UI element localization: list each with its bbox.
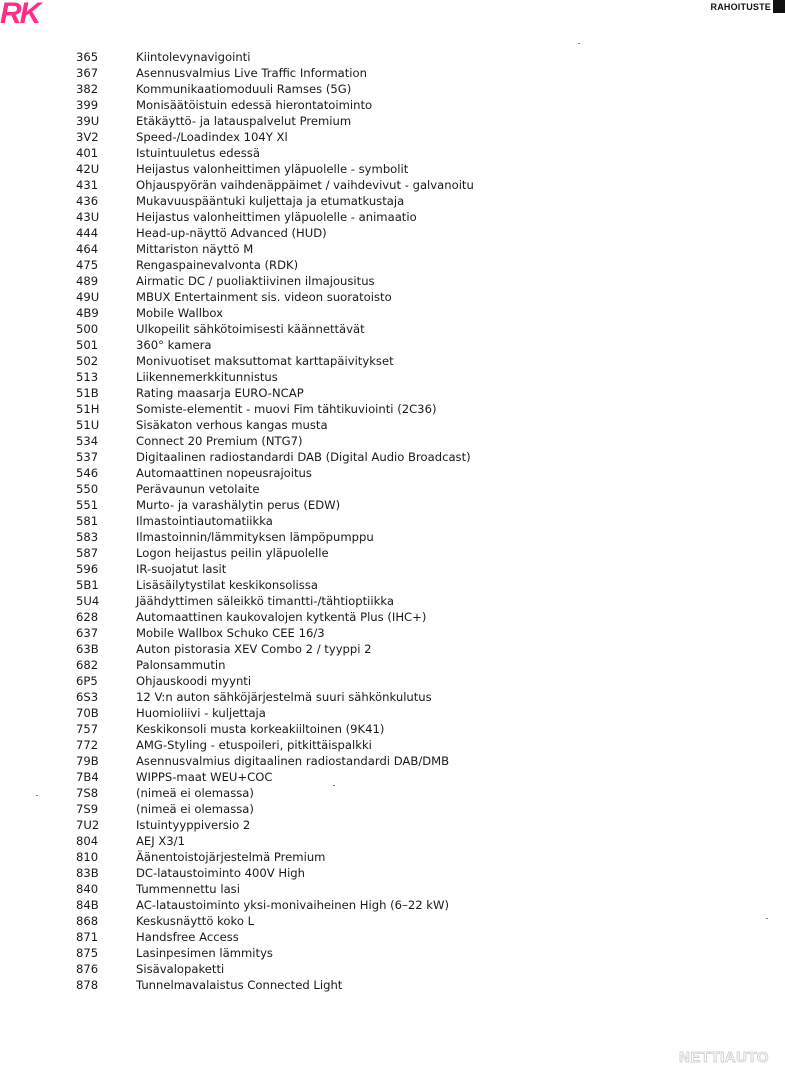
option-code: 840 [76, 882, 99, 896]
option-description: Connect 20 Premium (NTG7) [136, 434, 303, 448]
equipment-row [76, 593, 766, 609]
equipment-row [76, 721, 766, 737]
option-code: 596 [76, 562, 99, 576]
option-code: 501 [76, 338, 99, 352]
equipment-row [76, 865, 766, 881]
option-description: Monivuotiset maksuttomat karttapäivitykset [136, 354, 394, 368]
option-code: 513 [76, 370, 99, 384]
equipment-row [76, 545, 766, 561]
option-code: 436 [76, 194, 99, 208]
option-code: 502 [76, 354, 99, 368]
option-code: 628 [76, 610, 99, 624]
option-description: Handsfree Access [136, 930, 239, 944]
equipment-row [76, 289, 766, 305]
option-description: Istuintuuletus edessä [136, 146, 260, 160]
option-code: 537 [76, 450, 99, 464]
equipment-row [76, 257, 766, 273]
option-description: 12 V:n auton sähköjärjestelmä suuri sähkönkulutus [136, 690, 432, 704]
equipment-row [76, 465, 766, 481]
equipment-row [76, 209, 766, 225]
equipment-row [76, 769, 766, 785]
option-code: 637 [76, 626, 99, 640]
option-code: 682 [76, 658, 99, 672]
equipment-row [76, 961, 766, 977]
scan-speck [578, 43, 580, 44]
option-description: Ilmastointiautomatiikka [136, 514, 273, 528]
equipment-row [76, 337, 766, 353]
equipment-row [76, 849, 766, 865]
equipment-row [76, 113, 766, 129]
option-description: AC-lataustoiminto yksi-monivaiheinen High (6–22 kW) [136, 898, 449, 912]
option-code: 401 [76, 146, 99, 160]
option-code: 464 [76, 242, 99, 256]
option-description: Mobile Wallbox Schuko CEE 16/3 [136, 626, 325, 640]
option-code: 51H [76, 402, 100, 416]
option-description: Digitaalinen radiostandardi DAB (Digital Audio Broadcast) [136, 450, 471, 464]
option-code: 63B [76, 642, 99, 656]
option-code: 51U [76, 418, 100, 432]
scan-speck [766, 918, 768, 919]
option-description: Head-up-näyttö Advanced (HUD) [136, 226, 327, 240]
option-description: Jäähdyttimen säleikkö timantti-/tähtioptiikka [136, 594, 394, 608]
equipment-row [76, 897, 766, 913]
equipment-row [76, 81, 766, 97]
option-code: 550 [76, 482, 99, 496]
option-description: Sisäkaton verhous kangas musta [136, 418, 328, 432]
option-code: 399 [76, 98, 99, 112]
equipment-code-list [76, 49, 766, 993]
option-description: Keskusnäyttö koko L [136, 914, 255, 928]
option-description: Ulkopeilit sähkötoimisesti käännettävät [136, 322, 365, 336]
option-description: Monisäätöistuin edessä hierontatoiminto [136, 98, 373, 112]
option-description: Heijastus valonheittimen yläpuolelle - symbolit [136, 162, 409, 176]
equipment-row [76, 145, 766, 161]
option-description: Kiintolevynavigointi [136, 50, 251, 64]
equipment-row [76, 945, 766, 961]
option-code: 5B1 [76, 578, 99, 592]
option-description: Liikennemerkkitunnistus [136, 370, 278, 384]
option-description: Lisäsäilytystilat keskikonsolissa [136, 578, 318, 592]
option-description: Auton pistorasia XEV Combo 2 / tyyppi 2 [136, 642, 372, 656]
option-description: MBUX Entertainment sis. videon suoratoisto [136, 290, 392, 304]
option-code: 43U [76, 210, 100, 224]
equipment-row [76, 321, 766, 337]
option-code: 587 [76, 546, 99, 560]
option-code: 475 [76, 258, 99, 272]
option-description: Lasinpesimen lämmitys [136, 946, 273, 960]
option-description: Ilmastoinnin/lämmityksen lämpöpumppu [136, 530, 374, 544]
equipment-row [76, 689, 766, 705]
equipment-row [76, 401, 766, 417]
option-description: Asennusvalmius Live Traffic Information [136, 66, 367, 80]
equipment-row [76, 65, 766, 81]
equipment-row [76, 609, 766, 625]
equipment-row [76, 161, 766, 177]
option-description: WIPPS-maat WEU+COC [136, 770, 273, 784]
equipment-row [76, 801, 766, 817]
equipment-row [76, 49, 766, 65]
option-code: 79B [76, 754, 99, 768]
equipment-row [76, 753, 766, 769]
option-code: 534 [76, 434, 99, 448]
equipment-row [76, 353, 766, 369]
option-code: 39U [76, 114, 100, 128]
equipment-row [76, 481, 766, 497]
option-description: Sisävalopaketti [136, 962, 225, 976]
equipment-row [76, 737, 766, 753]
option-description: DC-lataustoiminto 400V High [136, 866, 306, 880]
equipment-row [76, 97, 766, 113]
option-description: Keskikonsoli musta korkeakiiltoinen (9K41) [136, 722, 385, 736]
option-description: Tummennettu lasi [136, 882, 240, 896]
option-code: 3V2 [76, 130, 99, 144]
option-description: Somiste-elementit - muovi Fim tähtikuviointi (2C36) [136, 402, 437, 416]
option-code: 7S8 [76, 786, 99, 800]
option-description: Huomioliivi - kuljettaja [136, 706, 266, 720]
option-description: Automaattinen nopeusrajoitus [136, 466, 312, 480]
rahoitus-tag: RAHOITUSTE [711, 2, 785, 12]
equipment-row [76, 193, 766, 209]
option-description: AEJ X3/1 [136, 834, 185, 848]
option-code: 84B [76, 898, 99, 912]
option-description: Heijastus valonheittimen yläpuolelle - animaatio [136, 210, 417, 224]
equipment-row [76, 641, 766, 657]
option-description: AMG-Styling - etuspoileri, pitkittäispalkki [136, 738, 372, 752]
equipment-row [76, 817, 766, 833]
option-description: Logon heijastus peilin yläpuolelle [136, 546, 329, 560]
option-code: 6P5 [76, 674, 98, 688]
option-code: 70B [76, 706, 99, 720]
option-description: Murto- ja varashälytin perus (EDW) [136, 498, 341, 512]
equipment-row [76, 513, 766, 529]
option-code: 382 [76, 82, 99, 96]
option-code: 365 [76, 50, 99, 64]
option-code: 871 [76, 930, 99, 944]
equipment-row [76, 929, 766, 945]
equipment-row [76, 369, 766, 385]
option-description: Rengaspainevalvonta (RDK) [136, 258, 299, 272]
equipment-row [76, 385, 766, 401]
option-code: 42U [76, 162, 100, 176]
equipment-row [76, 561, 766, 577]
equipment-row [76, 625, 766, 641]
equipment-row [76, 577, 766, 593]
option-code: 7B4 [76, 770, 99, 784]
option-code: 804 [76, 834, 99, 848]
option-description: Palonsammutin [136, 658, 226, 672]
option-description: Mukavuuspääntuki kuljettaja ja etumatkustaja [136, 194, 405, 208]
equipment-row [76, 977, 766, 993]
option-code: 6S3 [76, 690, 99, 704]
option-description: Äänentoistojärjestelmä Premium [136, 850, 326, 864]
equipment-row [76, 657, 766, 673]
option-code: 500 [76, 322, 99, 336]
equipment-row [76, 273, 766, 289]
equipment-row [76, 241, 766, 257]
option-description: Perävaunun vetolaite [136, 482, 260, 496]
equipment-row [76, 497, 766, 513]
equipment-row [76, 305, 766, 321]
equipment-row [76, 449, 766, 465]
option-description: Mittariston näyttö M [136, 242, 254, 256]
option-code: 489 [76, 274, 99, 288]
option-description: Airmatic DC / puoliaktiivinen ilmajousitus [136, 274, 375, 288]
equipment-row [76, 433, 766, 449]
option-code: 772 [76, 738, 99, 752]
option-code: 83B [76, 866, 99, 880]
option-code: 875 [76, 946, 99, 960]
option-code: 546 [76, 466, 99, 480]
equipment-row [76, 913, 766, 929]
equipment-row [76, 881, 766, 897]
equipment-row [76, 785, 766, 801]
option-code: 7S9 [76, 802, 99, 816]
option-description: Automaattinen kaukovalojen kytkentä Plus (IHC+) [136, 610, 427, 624]
option-description: Istuintyyppiversio 2 [136, 818, 251, 832]
option-description: Kommunikaatiomoduuli Ramses (5G) [136, 82, 352, 96]
option-description: 360° kamera [136, 338, 212, 352]
option-description: IR-suojatut lasit [136, 562, 227, 576]
option-description: Tunnelmavalaistus Connected Light [136, 978, 343, 992]
option-description: Ohjauspyörän vaihdenäppäimet / vaihdevivut - galvanoitu [136, 178, 474, 192]
option-description: Etäkäyttö- ja latauspalvelut Premium [136, 114, 352, 128]
option-code: 581 [76, 514, 99, 528]
option-code: 7U2 [76, 818, 100, 832]
option-description: (nimeä ei olemassa) [136, 786, 254, 800]
option-code: 868 [76, 914, 99, 928]
option-code: 757 [76, 722, 99, 736]
option-code: 810 [76, 850, 99, 864]
option-code: 4B9 [76, 306, 99, 320]
option-description: Speed-/Loadindex 104Y Xl [136, 130, 288, 144]
nettiauto-watermark: NETTIAUTO [678, 1049, 769, 1066]
option-description: (nimeä ei olemassa) [136, 802, 254, 816]
option-code: 431 [76, 178, 99, 192]
option-description: Mobile Wallbox [136, 306, 223, 320]
option-code: 367 [76, 66, 99, 80]
option-code: 551 [76, 498, 99, 512]
scan-speck [36, 795, 38, 796]
equipment-row [76, 529, 766, 545]
option-code: 49U [76, 290, 100, 304]
option-description: Ohjauskoodi myynti [136, 674, 252, 688]
option-description: Rating maasarja EURO-NCAP [136, 386, 304, 400]
equipment-row [76, 705, 766, 721]
equipment-row [76, 177, 766, 193]
option-code: 5U4 [76, 594, 100, 608]
option-code: 51B [76, 386, 99, 400]
option-code: 876 [76, 962, 99, 976]
option-code: 878 [76, 978, 99, 992]
equipment-row [76, 417, 766, 433]
equipment-row [76, 673, 766, 689]
equipment-row [76, 129, 766, 145]
option-code: 444 [76, 226, 99, 240]
rk-logo: RK [0, 0, 40, 30]
equipment-row [76, 225, 766, 241]
option-description: Asennusvalmius digitaalinen radiostandardi DAB/DMB [136, 754, 450, 768]
option-code: 583 [76, 530, 99, 544]
equipment-row [76, 833, 766, 849]
